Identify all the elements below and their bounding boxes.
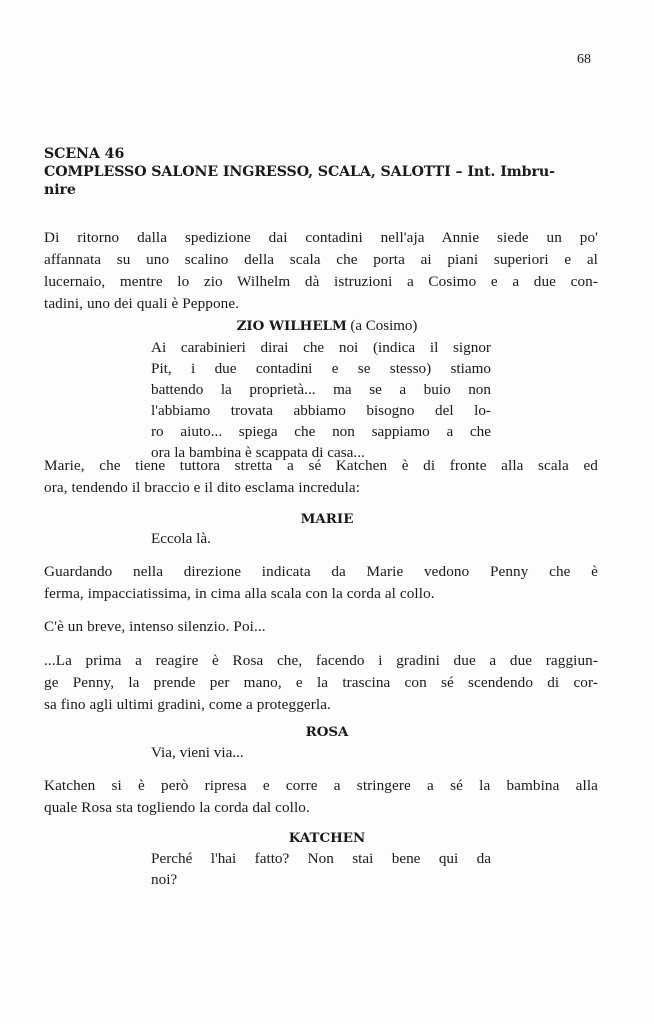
text-line: Guardando nella direzione indicata da Marie vedono Penny che è bbox=[44, 563, 598, 580]
text-line: lucernaio, mentre lo zio Wilhelm dà istruzioni a Cosimo e a due con- bbox=[44, 273, 598, 290]
text-line: ferma, impacciatissima, in cima alla scala con la corda al collo. bbox=[44, 585, 435, 602]
dialogue-line: Perché l'hai fatto? Non stai bene qui da bbox=[151, 850, 491, 867]
text-line: quale Rosa sta togliendo la corda dal collo. bbox=[44, 799, 310, 816]
text-line: C'è un breve, intenso silenzio. Poi... bbox=[44, 618, 266, 635]
text-line: affannata su uno scalino della scala che porta ai piani superiori e al bbox=[44, 251, 598, 268]
speaker-line bbox=[0, 724, 654, 741]
page-number: 68 bbox=[577, 52, 591, 67]
text-line: tadini, uno dei quali è Peppone. bbox=[44, 295, 240, 312]
dialogue-line: Via, vieni via... bbox=[151, 744, 244, 761]
speaker-name: MARIE bbox=[300, 511, 354, 527]
speaker-name: KATCHEN bbox=[288, 830, 366, 846]
text-line: Katchen si è però ripresa e corre a stringere a sé la bambina alla bbox=[44, 777, 598, 794]
parenthetical: (a Cosimo) bbox=[350, 318, 418, 334]
speaker-name: ZIO WILHELM bbox=[236, 318, 347, 334]
dialogue-line: l'abbiamo trovata abbiamo bisogno del lo- bbox=[151, 402, 491, 419]
scene-location: COMPLESSO SALONE INGRESSO, SCALA, SALOTTI – Int. Imbru- bbox=[44, 164, 555, 180]
dialogue-line: noi? bbox=[151, 871, 178, 888]
scene-location-cont: nire bbox=[44, 182, 76, 198]
speaker-line bbox=[0, 318, 654, 335]
dialogue-line: Eccola là. bbox=[151, 530, 211, 547]
speaker-line bbox=[0, 830, 654, 847]
text-line: Marie, che tiene tuttora stretta a sé Katchen è di fronte alla scala ed bbox=[44, 457, 598, 474]
dialogue-line: Pit, i due contadini e se stesso) stiamo bbox=[151, 360, 491, 377]
text-line: ge Penny, la prende per mano, e la trascina con sé scendendo di cor- bbox=[44, 674, 598, 691]
dialogue-line: battendo la proprietà... ma se a buio non bbox=[151, 381, 491, 398]
scene-number: SCENA 46 bbox=[44, 146, 125, 162]
text-line: ...La prima a reagire è Rosa che, facendo i gradini due a due raggiun- bbox=[44, 652, 598, 669]
text-line: sa fino agli ultimi gradini, come a proteggerla. bbox=[44, 696, 331, 713]
dialogue-line: ro aiuto... spiega che non sappiamo a che bbox=[151, 423, 491, 440]
text-line: Di ritorno dalla spedizione dai contadini nell'aja Annie siede un po' bbox=[44, 229, 598, 246]
dialogue-line: Ai carabinieri dirai che noi (indica il signor bbox=[151, 339, 491, 356]
text-line: ora, tendendo il braccio e il dito esclama incredula: bbox=[44, 479, 361, 496]
speaker-line bbox=[0, 511, 654, 528]
speaker-name: ROSA bbox=[305, 724, 349, 740]
dialogue-line: ora la bambina è scappata di casa... bbox=[151, 444, 365, 461]
